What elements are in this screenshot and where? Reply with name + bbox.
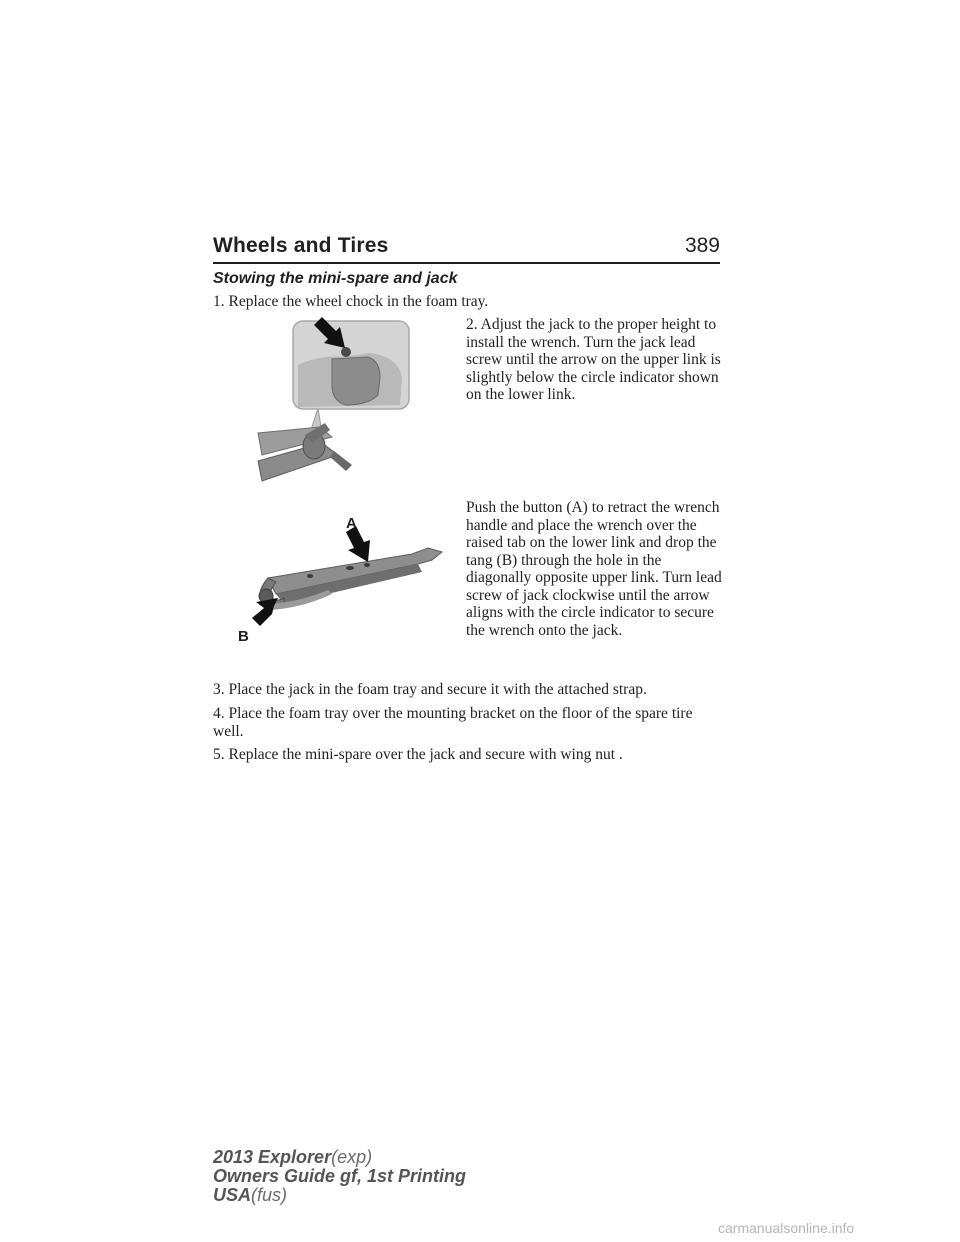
page-number: 389	[684, 234, 720, 257]
footer-market-line	[213, 1186, 466, 1205]
step-2-text: 2. Adjust the jack to the proper height to install the wrench. Turn the jack lead screw until the arrow on the upper link is slightly below the circle indicator shown on the lower link.	[466, 316, 721, 403]
step-4-text: 4. Place the foam tray over the mounting bracket on the floor of the spare tire well.	[213, 705, 693, 740]
wrench-attachment-illustration	[232, 510, 447, 645]
step-2-continued-text: Push the button (A) to retract the wrench handle and place the wrench over the raised tab on the lower link and drop the tang (B) through the hole in the diagonally opposite upper link. Turn lead screw of jack clockwise until the arrow aligns with the circle indicator to secure the wrench onto the jack.	[466, 499, 722, 639]
label-a: A	[346, 515, 357, 532]
jack-arrow-indicator-illustration	[250, 315, 415, 485]
section-heading: Stowing the mini-spare and jack	[213, 270, 458, 287]
jack-wrench	[259, 548, 442, 610]
page-header	[213, 226, 720, 264]
footer-market: USA	[213, 1185, 252, 1205]
step-1-text: 1. Replace the wheel chock in the foam tray.	[213, 293, 489, 310]
label-b: B	[238, 628, 249, 645]
watermark-link[interactable]: carmanualsonline.info	[718, 1220, 855, 1236]
footer-guide: Owners Guide gf, 1st Printing	[213, 1166, 467, 1186]
chapter-title: Wheels and Tires	[213, 234, 389, 257]
footer-model: 2013 Explorer	[213, 1147, 332, 1167]
footer-guide-line	[213, 1167, 466, 1186]
footer-model-code: (exp)	[331, 1147, 373, 1167]
footer-market-code: (fus)	[251, 1185, 288, 1205]
document-footer	[213, 1148, 466, 1205]
step-3-text: 3. Place the jack in the foam tray and secure it with the attached strap.	[213, 681, 647, 698]
jack-lower-link	[258, 423, 352, 481]
step-5-text: 5. Replace the mini-spare over the jack and secure with wing nut .	[213, 746, 623, 763]
footer-model-line	[213, 1148, 466, 1167]
tang-b-arrow-icon	[252, 598, 278, 626]
